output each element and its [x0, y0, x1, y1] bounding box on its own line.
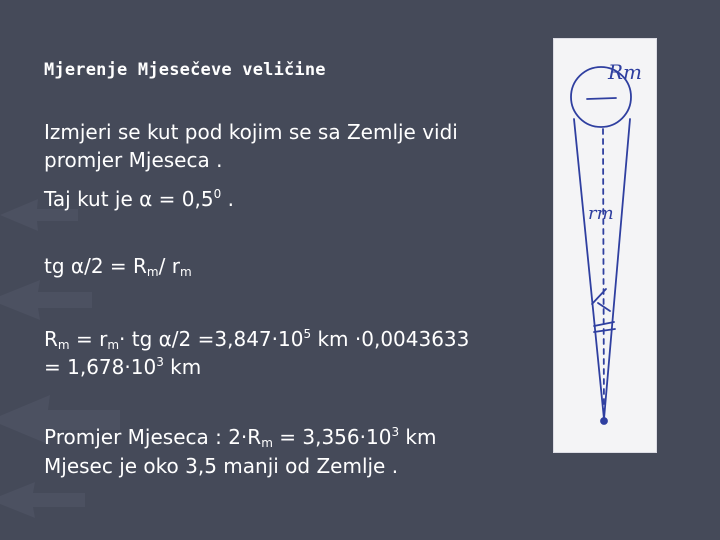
- moon-diameter: [587, 98, 616, 99]
- moon-diagram-sketch: [554, 39, 656, 452]
- text-line-2: promjer Mjeseca .: [44, 148, 223, 172]
- label-moon-radius: Rm: [608, 60, 643, 84]
- moon-diagram: [553, 38, 657, 453]
- formula-radius: $R_m = r_m\cdot$ tg $\alpha/2 =3,847\cdot 10^5$ km ·0,0043633: [44, 327, 470, 352]
- earth-point: [601, 418, 607, 424]
- formula-tangent: tg $\alpha/2 = R_m/$ $r_m$: [44, 254, 192, 279]
- text-line-3: Taj kut je $\alpha = 0,5^0$ .: [44, 187, 234, 211]
- slide-title: Mjerenje Mjesečeve veličine: [44, 60, 326, 80]
- text-line-1: Izmjeri se kut pod kojim se sa Zemlje vidi: [44, 120, 458, 144]
- formula-radius-result: = $1,678\cdot 10^3$ km: [44, 355, 202, 379]
- left-sightline: [574, 119, 604, 419]
- comparison-line: Mjesec je oko 3,5 manji od Zemlje .: [44, 454, 399, 478]
- right-sightline: [604, 119, 630, 419]
- diameter-result: Promjer Mjeseca : $2\cdot R_m = 3,356\cdot 10^3$ km: [44, 425, 437, 450]
- label-distance: rm: [588, 203, 614, 224]
- center-distance-line: [603, 129, 604, 419]
- angle-mark: [592, 289, 610, 311]
